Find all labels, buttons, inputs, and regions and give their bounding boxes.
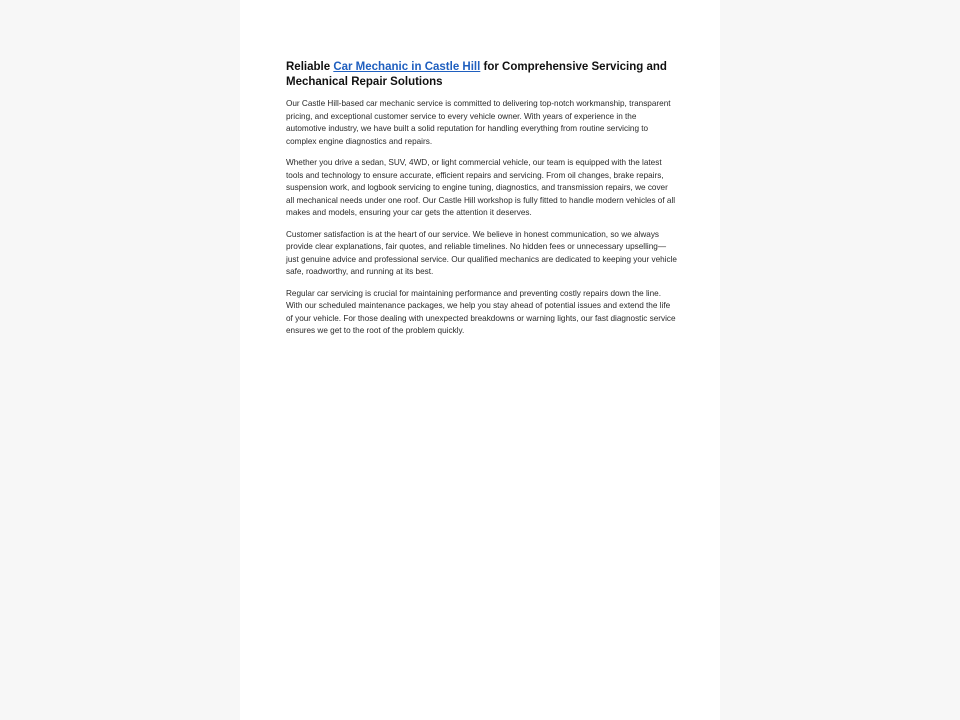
document-page <box>240 0 720 720</box>
paragraph-2: Whether you drive a sedan, SUV, 4WD, or light commercial vehicle, our team is equipped with the latest tools and technology to ensure accurate, efficient repairs and servicing. From oil changes, brake repairs, suspension work, and logbook servicing to engine tuning, diagnostics, and transmission repairs, we cover all mechanical needs under one roof. Our Castle Hill workshop is fully fitted to handle modern vehicles of all makes and models, ensuring your car gets the attention it deserves. <box>286 158 676 217</box>
paragraph-4: Regular car servicing is crucial for maintaining performance and preventing costly repairs down the line. With our scheduled maintenance packages, we help you stay ahead of potential issues and extend the life of your vehicle. For those dealing with unexpected breakdowns or warning lights, our fast diagnostic service ensures we get to the root of the problem quickly. <box>286 288 676 335</box>
document-content <box>286 60 678 347</box>
document-title <box>286 60 678 90</box>
title-suffix: for Comprehensive Servicing and Mechanical Repair Solutions <box>286 61 667 88</box>
paragraph-1: Our Castle Hill-based car mechanic service is committed to delivering top-notch workmanship, transparent pricing, and exceptional customer service to every vehicle owner. With years of experience in the automotive industry, we have built a solid reputation for handling everything from routine servicing to complex engine diagnostics and repairs. <box>286 99 671 146</box>
title-prefix: Reliable <box>286 61 334 73</box>
paragraph-3: Customer satisfaction is at the heart of our service. We believe in honest communication, so we always provide clear explanations, fair quotes, and reliable timelines. No hidden fees or unnecessary upselling—just genuine advice and professional service. Our qualified mechanics are dedicated to keeping your vehicle safe, roadworthy, and running at its best. <box>286 229 677 276</box>
title-link[interactable]: Car Mechanic in Castle Hill <box>333 61 481 73</box>
